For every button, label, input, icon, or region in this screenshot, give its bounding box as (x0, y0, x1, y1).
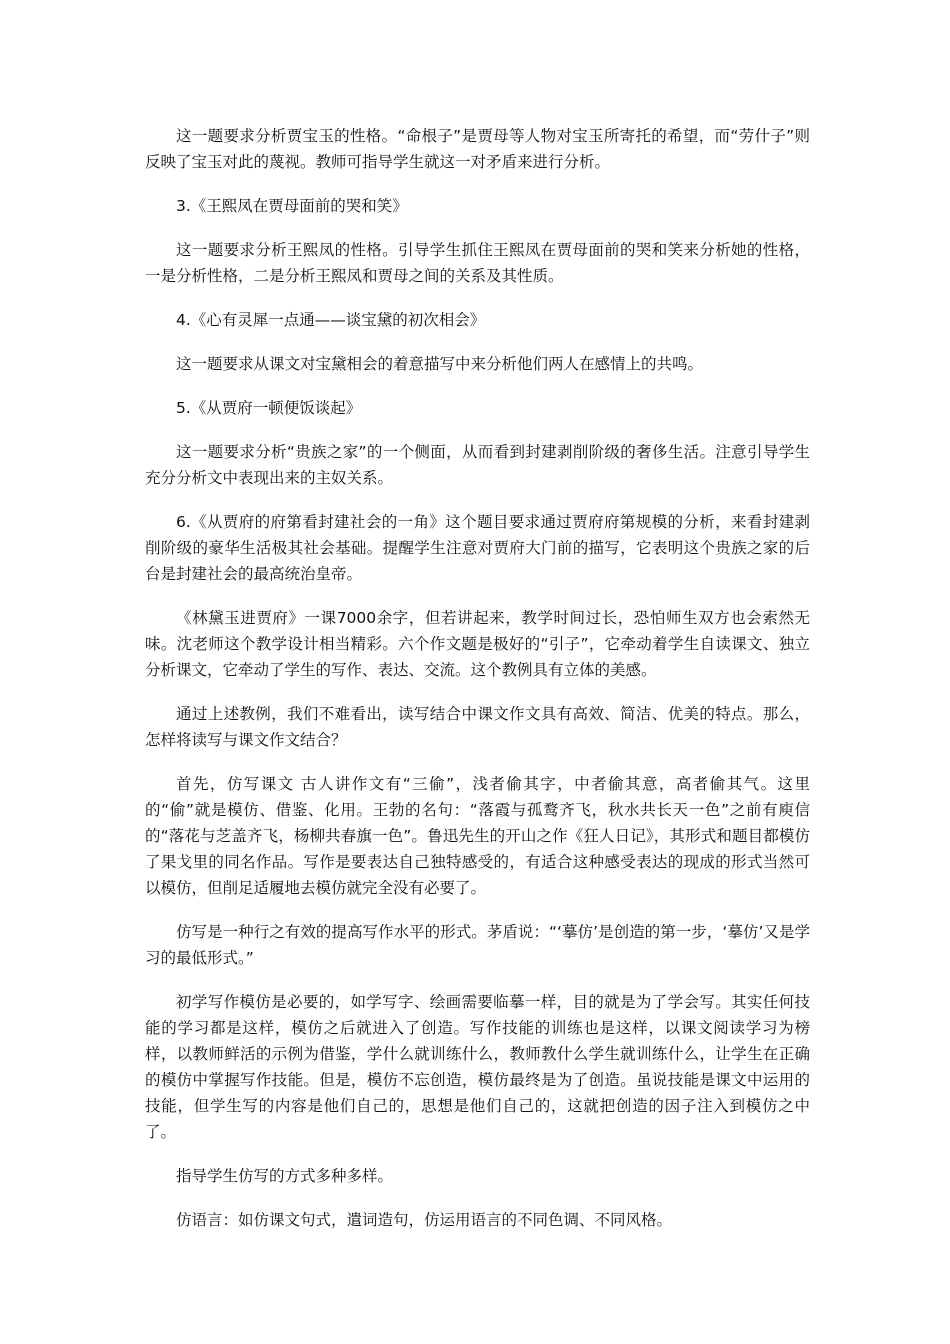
paragraph: 《林黛玉进贾府》一课7000余字，但若讲起来，教学时间过长，恐怕师生双方也会索然无味。沈老师这个教学设计相当精彩。六个作文题是极好的“引子”，它牵动着学生自读课文、独立分析课文，它牵动了学生的写作、表达、交流。这个教例具有立体的美感。 (145, 609, 810, 679)
paragraph: 这一题要求从课文对宝黛相会的着意描写中来分析他们两人在感情上的共鸣。 (176, 355, 704, 373)
paragraph: 首先，仿写课文 古人讲作文有“三偷”，浅者偷其字，中者偷其意，高者偷其气。这里的“偷”就是模仿、借鉴、化用。王勃的名句：“落霞与孤鹜齐飞，秋水共长天一色”之前有庾信的“落花与芝盖齐飞，杨柳共春旗一色”。鲁迅先生的开山之作《狂人日记》，其形式和题目都模仿了果戈里的同名作品。写作是要表达自己独特感受的，有适合这种感受表达的现成的形式当然可以模仿，但削足适履地去模仿就完全没有必要了。 (145, 775, 810, 897)
paragraph: 这一题要求分析王熙凤的性格。引导学生抓住王熙凤在贾母面前的哭和笑来分析她的性格，一是分析性格，二是分析王熙凤和贾母之间的关系及其性质。 (145, 241, 810, 285)
paragraph: 初学写作模仿是必要的，如学写字、绘画需要临摹一样，目的就是为了学会写。其实任何技能的学习都是这样，模仿之后就进入了创造。写作技能的训练也是这样，以课文阅读学习为榜样，以教师鲜活的示例为借鉴，学什么就训练什么，教师教什么学生就训练什么，让学生在正确的模仿中掌握写作技能。但是，模仿不忘创造，模仿最终是为了创造。虽说技能是课文中运用的技能，但学生写的内容是他们自己的，思想是他们自己的，这就把创造的因子注入到模仿之中了。 (145, 993, 810, 1141)
paragraph: 这一题要求分析贾宝玉的性格。“命根子”是贾母等人物对宝玉所寄托的希望，而“劳什子”则反映了宝玉对此的蔑视。教师可指导学生就这一对矛盾来进行分析。 (145, 127, 810, 171)
paragraph: 指导学生仿写的方式多种多样。 (176, 1167, 394, 1185)
paragraph: 这一题要求分析“贵族之家”的一个侧面，从而看到封建剥削阶级的奢侈生活。注意引导学生充分分析文中表现出来的主奴关系。 (145, 443, 810, 487)
paragraph: 仿写是一种行之有效的提高写作水平的形式。茅盾说：“‘摹仿’是创造的第一步，‘摹仿’又是学习的最低形式。” (145, 923, 810, 967)
section-heading: 3.《王熙凤在贾母面前的哭和笑》 (176, 197, 408, 215)
paragraph: 6.《从贾府的府第看封建社会的一角》这个题目要求通过贾府府第规模的分析，来看封建剥削阶级的豪华生活极其社会基础。提醒学生注意对贾府大门前的描写，它表明这个贵族之家的后台是封建社会的最高统治皇帝。 (145, 513, 810, 583)
document-body (145, 123, 810, 1251)
paragraph: 仿语言：如仿课文句式，遣词造句，仿运用语言的不同色调、不同风格。 (176, 1211, 673, 1229)
section-heading: 4.《心有灵犀一点通——谈宝黛的初次相会》 (176, 311, 486, 329)
section-heading: 5.《从贾府一顿便饭谈起》 (176, 399, 362, 417)
paragraph: 通过上述教例，我们不难看出，读写结合中课文作文具有高效、简洁、优美的特点。那么，怎样将读写与课文作文结合？ (145, 705, 810, 749)
